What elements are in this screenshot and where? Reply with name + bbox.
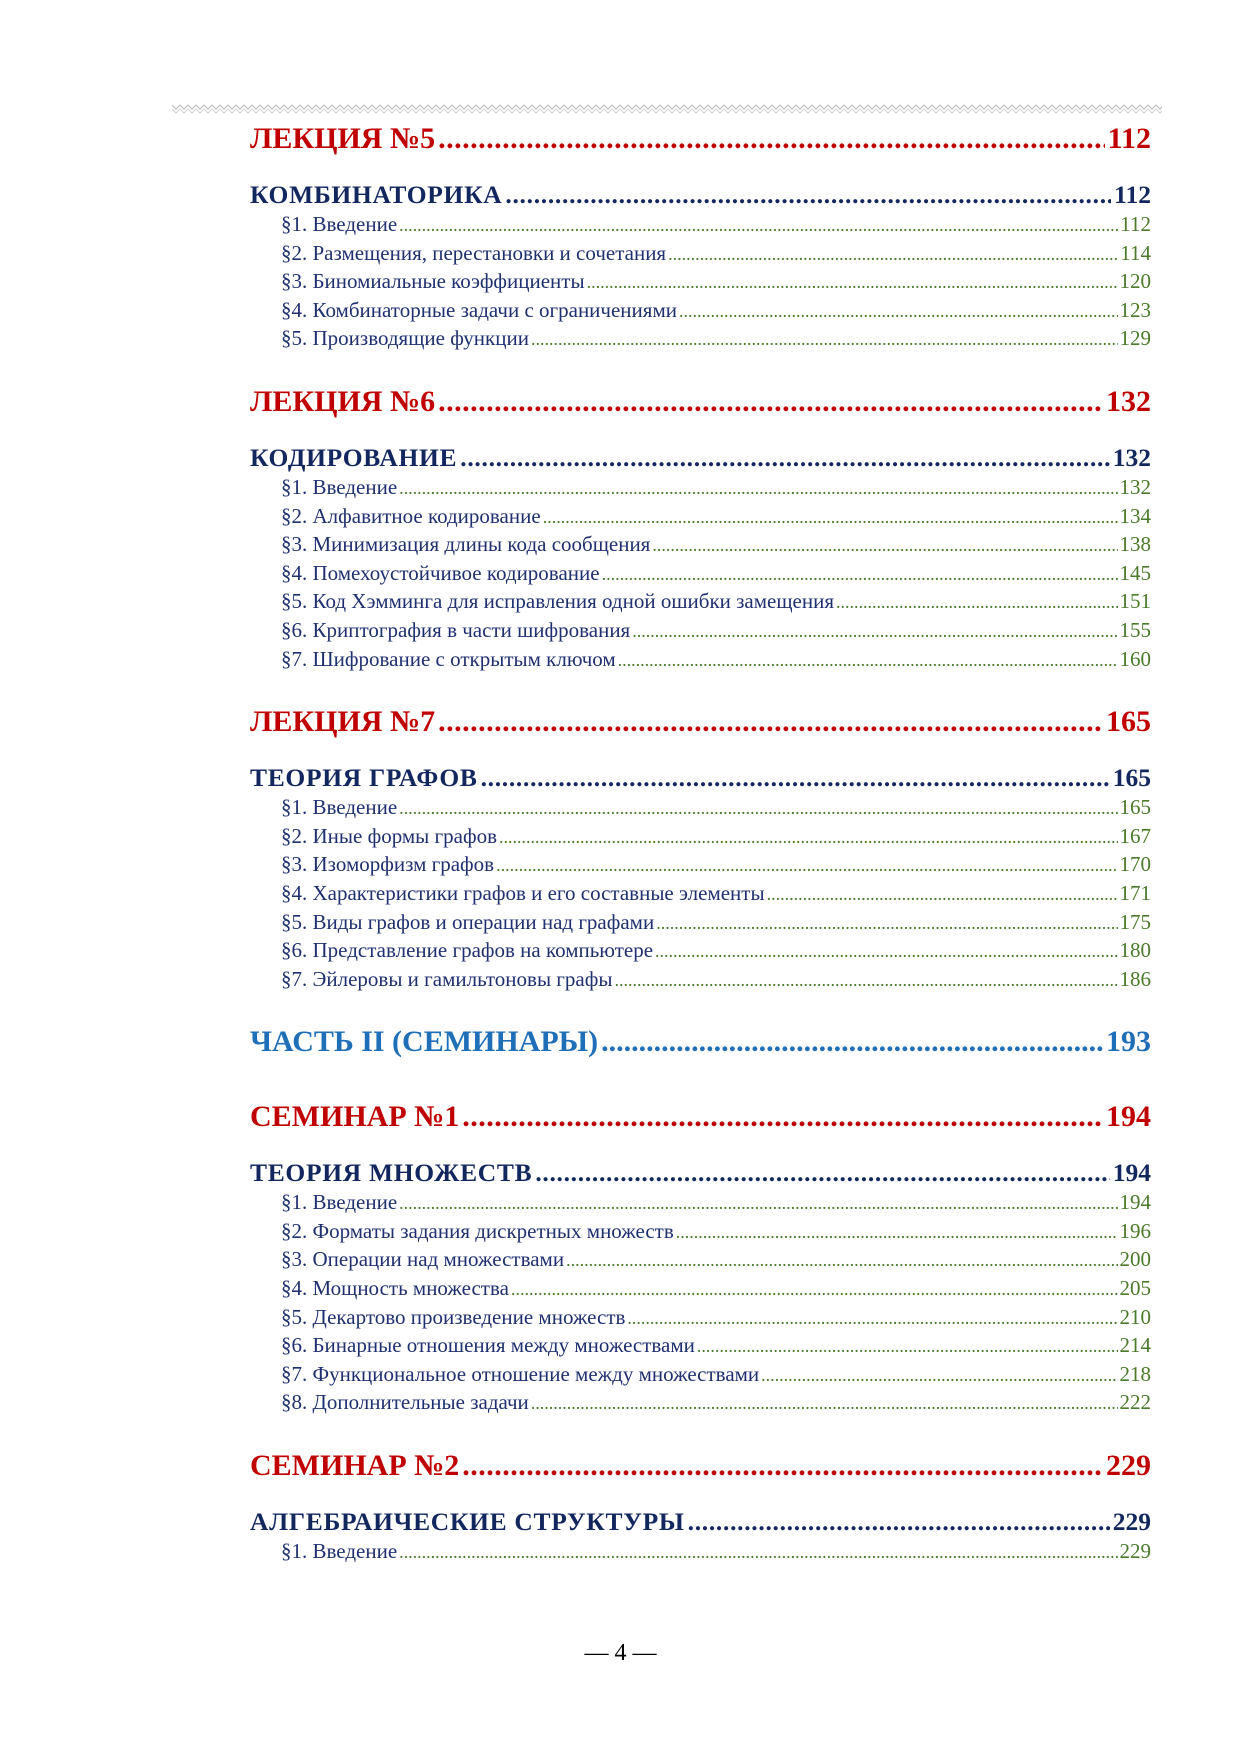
toc-page-number: 132 (1119, 474, 1151, 499)
toc-page-number: 170 (1119, 852, 1151, 877)
toc-section-title: §6. Криптография в части шифрования (281, 617, 631, 642)
toc-leader-dots (618, 646, 1118, 675)
toc-topic-title: АЛГЕБРАИЧЕСКИЕ СТРУКТУРЫ (250, 1507, 685, 1537)
toc-leader-dots (399, 474, 1117, 503)
toc-section-title: §6. Представление графов на компьютере (281, 938, 654, 963)
toc-section-title: §6. Бинарные отношения между множествами (281, 1333, 695, 1358)
toc-section[interactable] (250, 1388, 1151, 1417)
toc-section[interactable] (250, 1360, 1151, 1389)
toc-section-title: §1. Введение (281, 795, 398, 820)
toc-page-number: 165 (1112, 763, 1151, 793)
toc-lecture-title: ЛЕКЦИЯ №5 (250, 122, 436, 155)
toc-lecture-6[interactable] (250, 383, 1151, 421)
toc-leader-dots (535, 1157, 1109, 1188)
toc-section-title: §3. Операции над множествами (281, 1247, 565, 1272)
toc-section[interactable] (250, 1188, 1151, 1217)
toc-page-number: 129 (1119, 326, 1151, 351)
toc-page-number: 167 (1119, 823, 1151, 848)
toc-page-number: 138 (1119, 532, 1151, 557)
toc-page-number: 165 (1119, 795, 1151, 820)
toc-page-number: 120 (1119, 269, 1151, 294)
toc-section[interactable] (250, 850, 1151, 879)
toc-section-title: §7. Шифрование с открытым ключом (281, 646, 616, 671)
toc-page-number: 123 (1119, 297, 1151, 322)
toc-section-title: §8. Дополнительные задачи (281, 1390, 529, 1415)
toc-leader-dots (462, 1447, 1103, 1485)
toc-leader-dots (505, 179, 1111, 210)
toc-leader-dots (767, 880, 1118, 909)
toc-leader-dots (399, 1189, 1117, 1218)
toc-section[interactable] (250, 587, 1151, 616)
toc-page-number: 194 (1112, 1158, 1151, 1188)
toc-page-number: 175 (1119, 909, 1151, 934)
toc-leader-dots (438, 120, 1105, 158)
toc-lecture-title: СЕМИНАР №2 (250, 1449, 460, 1483)
toc-section[interactable] (250, 1217, 1151, 1246)
toc-leader-dots (632, 617, 1117, 646)
toc-page-number: 200 (1119, 1247, 1151, 1272)
toc-page-number: 194 (1119, 1190, 1151, 1215)
toc-section[interactable] (250, 502, 1151, 531)
toc-leader-dots (438, 383, 1103, 421)
toc-leader-dots (836, 588, 1118, 617)
toc-section[interactable] (250, 965, 1151, 994)
toc-topic-combinatorics[interactable] (250, 179, 1151, 210)
toc-page-number: 145 (1119, 560, 1151, 585)
toc-section-title: §4. Мощность множества (281, 1276, 509, 1301)
toc-page-number: 205 (1119, 1276, 1151, 1301)
toc-page-number: 151 (1119, 589, 1151, 614)
toc-section[interactable] (250, 1537, 1151, 1566)
toc-topic-coding[interactable] (250, 442, 1151, 473)
toc-leader-dots (656, 909, 1117, 938)
toc-page-number: 229 (1106, 1449, 1151, 1483)
toc-section[interactable] (250, 793, 1151, 822)
toc-section-title: §4. Комбинаторные задачи с ограничениями (281, 297, 677, 322)
toc-section-title: §2. Форматы задания дискретных множеств (281, 1218, 674, 1243)
toc-section-title: §5. Декартово произведение множеств (281, 1304, 626, 1329)
toc-section-title: §3. Биномиальные коэффициенты (281, 269, 585, 294)
toc-leader-dots (679, 297, 1118, 326)
toc-page-number: 112 (1120, 212, 1151, 236)
toc-section[interactable] (250, 559, 1151, 588)
toc-page-number: 194 (1106, 1100, 1151, 1134)
toc-leader-dots (481, 762, 1110, 793)
toc-section[interactable] (250, 473, 1151, 502)
toc-leader-dots (676, 1218, 1118, 1247)
toc-section[interactable] (250, 936, 1151, 965)
toc-section-title: §2. Иные формы графов (281, 823, 497, 848)
toc-page-number: 210 (1119, 1304, 1151, 1329)
toc-page-number: 218 (1119, 1361, 1151, 1386)
toc-leader-dots (627, 1304, 1117, 1333)
toc-leader-dots (462, 1098, 1103, 1136)
toc-page-number: 186 (1119, 966, 1151, 991)
toc-leader-dots (614, 966, 1117, 995)
toc-section-title: §5. Код Хэмминга для исправления одной ошибки замещения (281, 589, 834, 614)
toc-page-number: 155 (1119, 617, 1151, 642)
toc-page-number: 132 (1112, 442, 1151, 472)
toc-section-title: §7. Функциональное отношение между множествами (281, 1361, 760, 1386)
toc-leader-dots (668, 240, 1118, 269)
toc-section[interactable] (250, 1303, 1151, 1332)
toc-part-2[interactable] (250, 1023, 1151, 1061)
toc-leader-dots (566, 1246, 1117, 1275)
toc-leader-dots (496, 851, 1117, 880)
toc-lecture-title: ЛЕКЦИЯ №6 (250, 384, 436, 418)
toc-topic-graph-theory[interactable] (250, 762, 1151, 793)
toc-page-number: 112 (1107, 122, 1151, 155)
toc-seminar-1[interactable] (250, 1098, 1151, 1136)
toc-topic-set-theory[interactable] (250, 1157, 1151, 1188)
toc-leader-dots (601, 1023, 1103, 1061)
toc-section-title: §1. Введение (281, 1190, 398, 1215)
toc-page-number: 134 (1119, 503, 1151, 528)
toc-page-number: 171 (1119, 880, 1151, 905)
toc-section-title: §1. Введение (281, 212, 398, 236)
toc-leader-dots (543, 503, 1118, 532)
toc-seminar-2[interactable] (250, 1447, 1151, 1485)
toc-leader-dots (697, 1332, 1118, 1361)
toc-section-title: §2. Алфавитное кодирование (281, 503, 541, 528)
toc-topic-algebraic-structures[interactable] (250, 1506, 1151, 1537)
toc-section[interactable] (250, 879, 1151, 908)
toc-section[interactable] (250, 210, 1151, 239)
toc-page-number: 180 (1119, 938, 1151, 963)
toc-section[interactable] (250, 822, 1151, 851)
toc-section[interactable] (250, 645, 1151, 674)
toc-leader-dots (761, 1361, 1117, 1390)
toc-page-number: 222 (1119, 1390, 1151, 1415)
toc-leader-dots (531, 1389, 1118, 1418)
toc-section-title: §3. Минимизация длины кода сообщения (281, 532, 651, 557)
toc-leader-dots (499, 823, 1118, 852)
toc-leader-dots (399, 794, 1117, 823)
toc-page-number: 112 (1114, 180, 1151, 209)
toc-lecture-7[interactable] (250, 703, 1151, 741)
toc-leader-dots (655, 937, 1117, 966)
toc-leader-dots (438, 703, 1103, 741)
toc-section-title: §5. Виды графов и операции над графами (281, 909, 655, 934)
toc-leader-dots (652, 531, 1117, 560)
toc-leader-dots (688, 1506, 1110, 1537)
toc-section[interactable] (250, 267, 1151, 296)
toc-section[interactable] (250, 908, 1151, 937)
toc-section[interactable] (250, 530, 1151, 559)
toc-section-title: §4. Характеристики графов и его составные элементы (281, 880, 765, 905)
toc-leader-dots (587, 268, 1118, 297)
toc-page-number: 229 (1112, 1507, 1151, 1537)
toc-topic-title: ТЕОРИЯ МНОЖЕСТВ (250, 1158, 533, 1188)
toc-lecture-5[interactable] (250, 120, 1151, 158)
toc-section-title: §3. Изоморфизм графов (281, 852, 495, 877)
toc-section[interactable] (250, 296, 1151, 325)
toc-lecture-title: ЛЕКЦИЯ №7 (250, 705, 436, 739)
table-of-contents (250, 120, 1151, 1566)
toc-page-number: 196 (1119, 1218, 1151, 1243)
toc-section-title: §1. Введение (281, 1539, 398, 1564)
toc-page-number: 132 (1106, 384, 1151, 418)
toc-section[interactable] (250, 239, 1151, 268)
toc-topic-title: КОМБИНАТОРИКА (250, 180, 503, 209)
toc-page-number: 193 (1106, 1025, 1151, 1059)
toc-lecture-title: СЕМИНАР №1 (250, 1100, 460, 1134)
page-number: — 4 — (584, 1640, 657, 1666)
toc-leader-dots (399, 211, 1118, 240)
toc-section-title: §4. Помехоустойчивое кодирование (281, 560, 600, 585)
toc-page-number: 165 (1106, 705, 1151, 739)
toc-topic-title: КОДИРОВАНИЕ (250, 442, 458, 472)
toc-section-title: §5. Производящие функции (281, 326, 529, 351)
toc-section-title: §1. Введение (281, 474, 398, 499)
toc-section-title: §2. Размещения, перестановки и сочетания (281, 240, 667, 265)
toc-section[interactable] (250, 616, 1151, 645)
toc-leader-dots (399, 1538, 1117, 1567)
toc-leader-dots (531, 325, 1118, 354)
toc-leader-dots (511, 1275, 1118, 1304)
toc-page-number: 229 (1119, 1539, 1151, 1564)
toc-leader-dots (602, 560, 1118, 589)
toc-section[interactable] (250, 324, 1151, 353)
toc-section-title: §7. Эйлеровы и гамильтоновы графы (281, 966, 613, 991)
decorative-wave-border (172, 101, 1162, 115)
toc-section[interactable] (250, 1331, 1151, 1360)
toc-page-number: 114 (1120, 240, 1151, 265)
toc-page-number: 160 (1119, 646, 1151, 671)
toc-page-number: 214 (1119, 1333, 1151, 1358)
toc-topic-title: ТЕОРИЯ ГРАФОВ (250, 763, 478, 793)
toc-section[interactable] (250, 1274, 1151, 1303)
toc-part-title: ЧАСТЬ II (СЕМИНАРЫ) (250, 1025, 599, 1059)
toc-section[interactable] (250, 1245, 1151, 1274)
toc-leader-dots (460, 442, 1109, 473)
